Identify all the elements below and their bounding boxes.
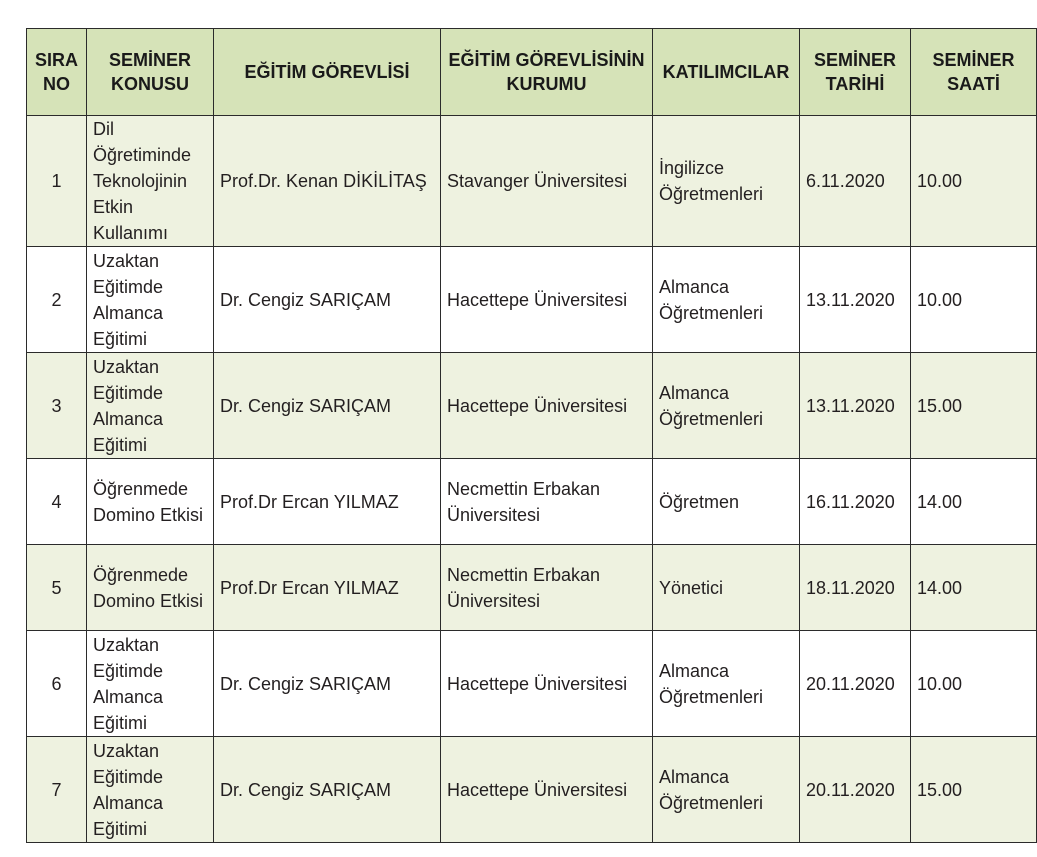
cell-instructor: Dr. Cengiz SARIÇAM: [214, 353, 441, 459]
cell-institution: Stavanger Üniversitesi: [441, 116, 653, 247]
cell-time: 15.00: [911, 353, 1037, 459]
cell-topic: Uzaktan Eğitimde Almanca Eğitimi: [87, 247, 214, 353]
cell-participants: Almanca Öğretmenleri: [653, 631, 800, 737]
cell-no: 5: [27, 545, 87, 631]
cell-institution: Hacettepe Üniversitesi: [441, 247, 653, 353]
cell-time: 10.00: [911, 116, 1037, 247]
cell-date: 20.11.2020: [800, 631, 911, 737]
cell-participants: Öğretmen: [653, 459, 800, 545]
header-sira-no: SIRA NO: [27, 29, 87, 116]
cell-topic: Uzaktan Eğitimde Almanca Eğitimi: [87, 737, 214, 843]
cell-topic: Dil Öğretiminde Teknolojinin Etkin Kullanımı: [87, 116, 214, 247]
cell-date: 20.11.2020: [800, 737, 911, 843]
cell-instructor: Prof.Dr Ercan YILMAZ: [214, 545, 441, 631]
table-row: [27, 737, 1037, 843]
table-row: [27, 247, 1037, 353]
cell-time: 14.00: [911, 545, 1037, 631]
cell-institution: Hacettepe Üniversitesi: [441, 737, 653, 843]
cell-time: 14.00: [911, 459, 1037, 545]
cell-participants: İngilizce Öğretmenleri: [653, 116, 800, 247]
cell-time: 15.00: [911, 737, 1037, 843]
cell-institution: Necmettin Erbakan Üniversitesi: [441, 459, 653, 545]
header-egitim-gorevlisi: EĞİTİM GÖREVLİSİ: [214, 29, 441, 116]
cell-participants: Almanca Öğretmenleri: [653, 353, 800, 459]
cell-instructor: Prof.Dr. Kenan DİKİLİTAŞ: [214, 116, 441, 247]
table-row: [27, 545, 1037, 631]
cell-instructor: Dr. Cengiz SARIÇAM: [214, 247, 441, 353]
cell-instructor: Dr. Cengiz SARIÇAM: [214, 737, 441, 843]
cell-topic: Öğrenmede Domino Etkisi: [87, 459, 214, 545]
cell-no: 1: [27, 116, 87, 247]
table-row: [27, 459, 1037, 545]
cell-date: 13.11.2020: [800, 353, 911, 459]
cell-date: 18.11.2020: [800, 545, 911, 631]
seminar-table: [26, 28, 1037, 843]
table-header-row: [27, 29, 1037, 116]
cell-instructor: Prof.Dr Ercan YILMAZ: [214, 459, 441, 545]
cell-participants: Yönetici: [653, 545, 800, 631]
cell-no: 6: [27, 631, 87, 737]
cell-participants: Almanca Öğretmenleri: [653, 737, 800, 843]
cell-no: 3: [27, 353, 87, 459]
cell-topic: Öğrenmede Domino Etkisi: [87, 545, 214, 631]
table-row: [27, 353, 1037, 459]
header-seminer-saati: SEMİNER SAATİ: [911, 29, 1037, 116]
cell-date: 13.11.2020: [800, 247, 911, 353]
header-kurum: EĞİTİM GÖREVLİSİNİN KURUMU: [441, 29, 653, 116]
header-seminer-tarihi: SEMİNER TARİHİ: [800, 29, 911, 116]
cell-participants: Almanca Öğretmenleri: [653, 247, 800, 353]
cell-no: 4: [27, 459, 87, 545]
cell-topic: Uzaktan Eğitimde Almanca Eğitimi: [87, 353, 214, 459]
cell-time: 10.00: [911, 631, 1037, 737]
cell-time: 10.00: [911, 247, 1037, 353]
cell-institution: Hacettepe Üniversitesi: [441, 631, 653, 737]
cell-date: 16.11.2020: [800, 459, 911, 545]
cell-instructor: Dr. Cengiz SARIÇAM: [214, 631, 441, 737]
header-katilimcilar: KATILIMCILAR: [653, 29, 800, 116]
cell-topic: Uzaktan Eğitimde Almanca Eğitimi: [87, 631, 214, 737]
cell-date: 6.11.2020: [800, 116, 911, 247]
cell-institution: Hacettepe Üniversitesi: [441, 353, 653, 459]
table-row: [27, 116, 1037, 247]
header-seminer-konusu: SEMİNER KONUSU: [87, 29, 214, 116]
cell-no: 2: [27, 247, 87, 353]
cell-institution: Necmettin Erbakan Üniversitesi: [441, 545, 653, 631]
seminar-table-container: [26, 28, 1037, 843]
cell-no: 7: [27, 737, 87, 843]
table-row: [27, 631, 1037, 737]
